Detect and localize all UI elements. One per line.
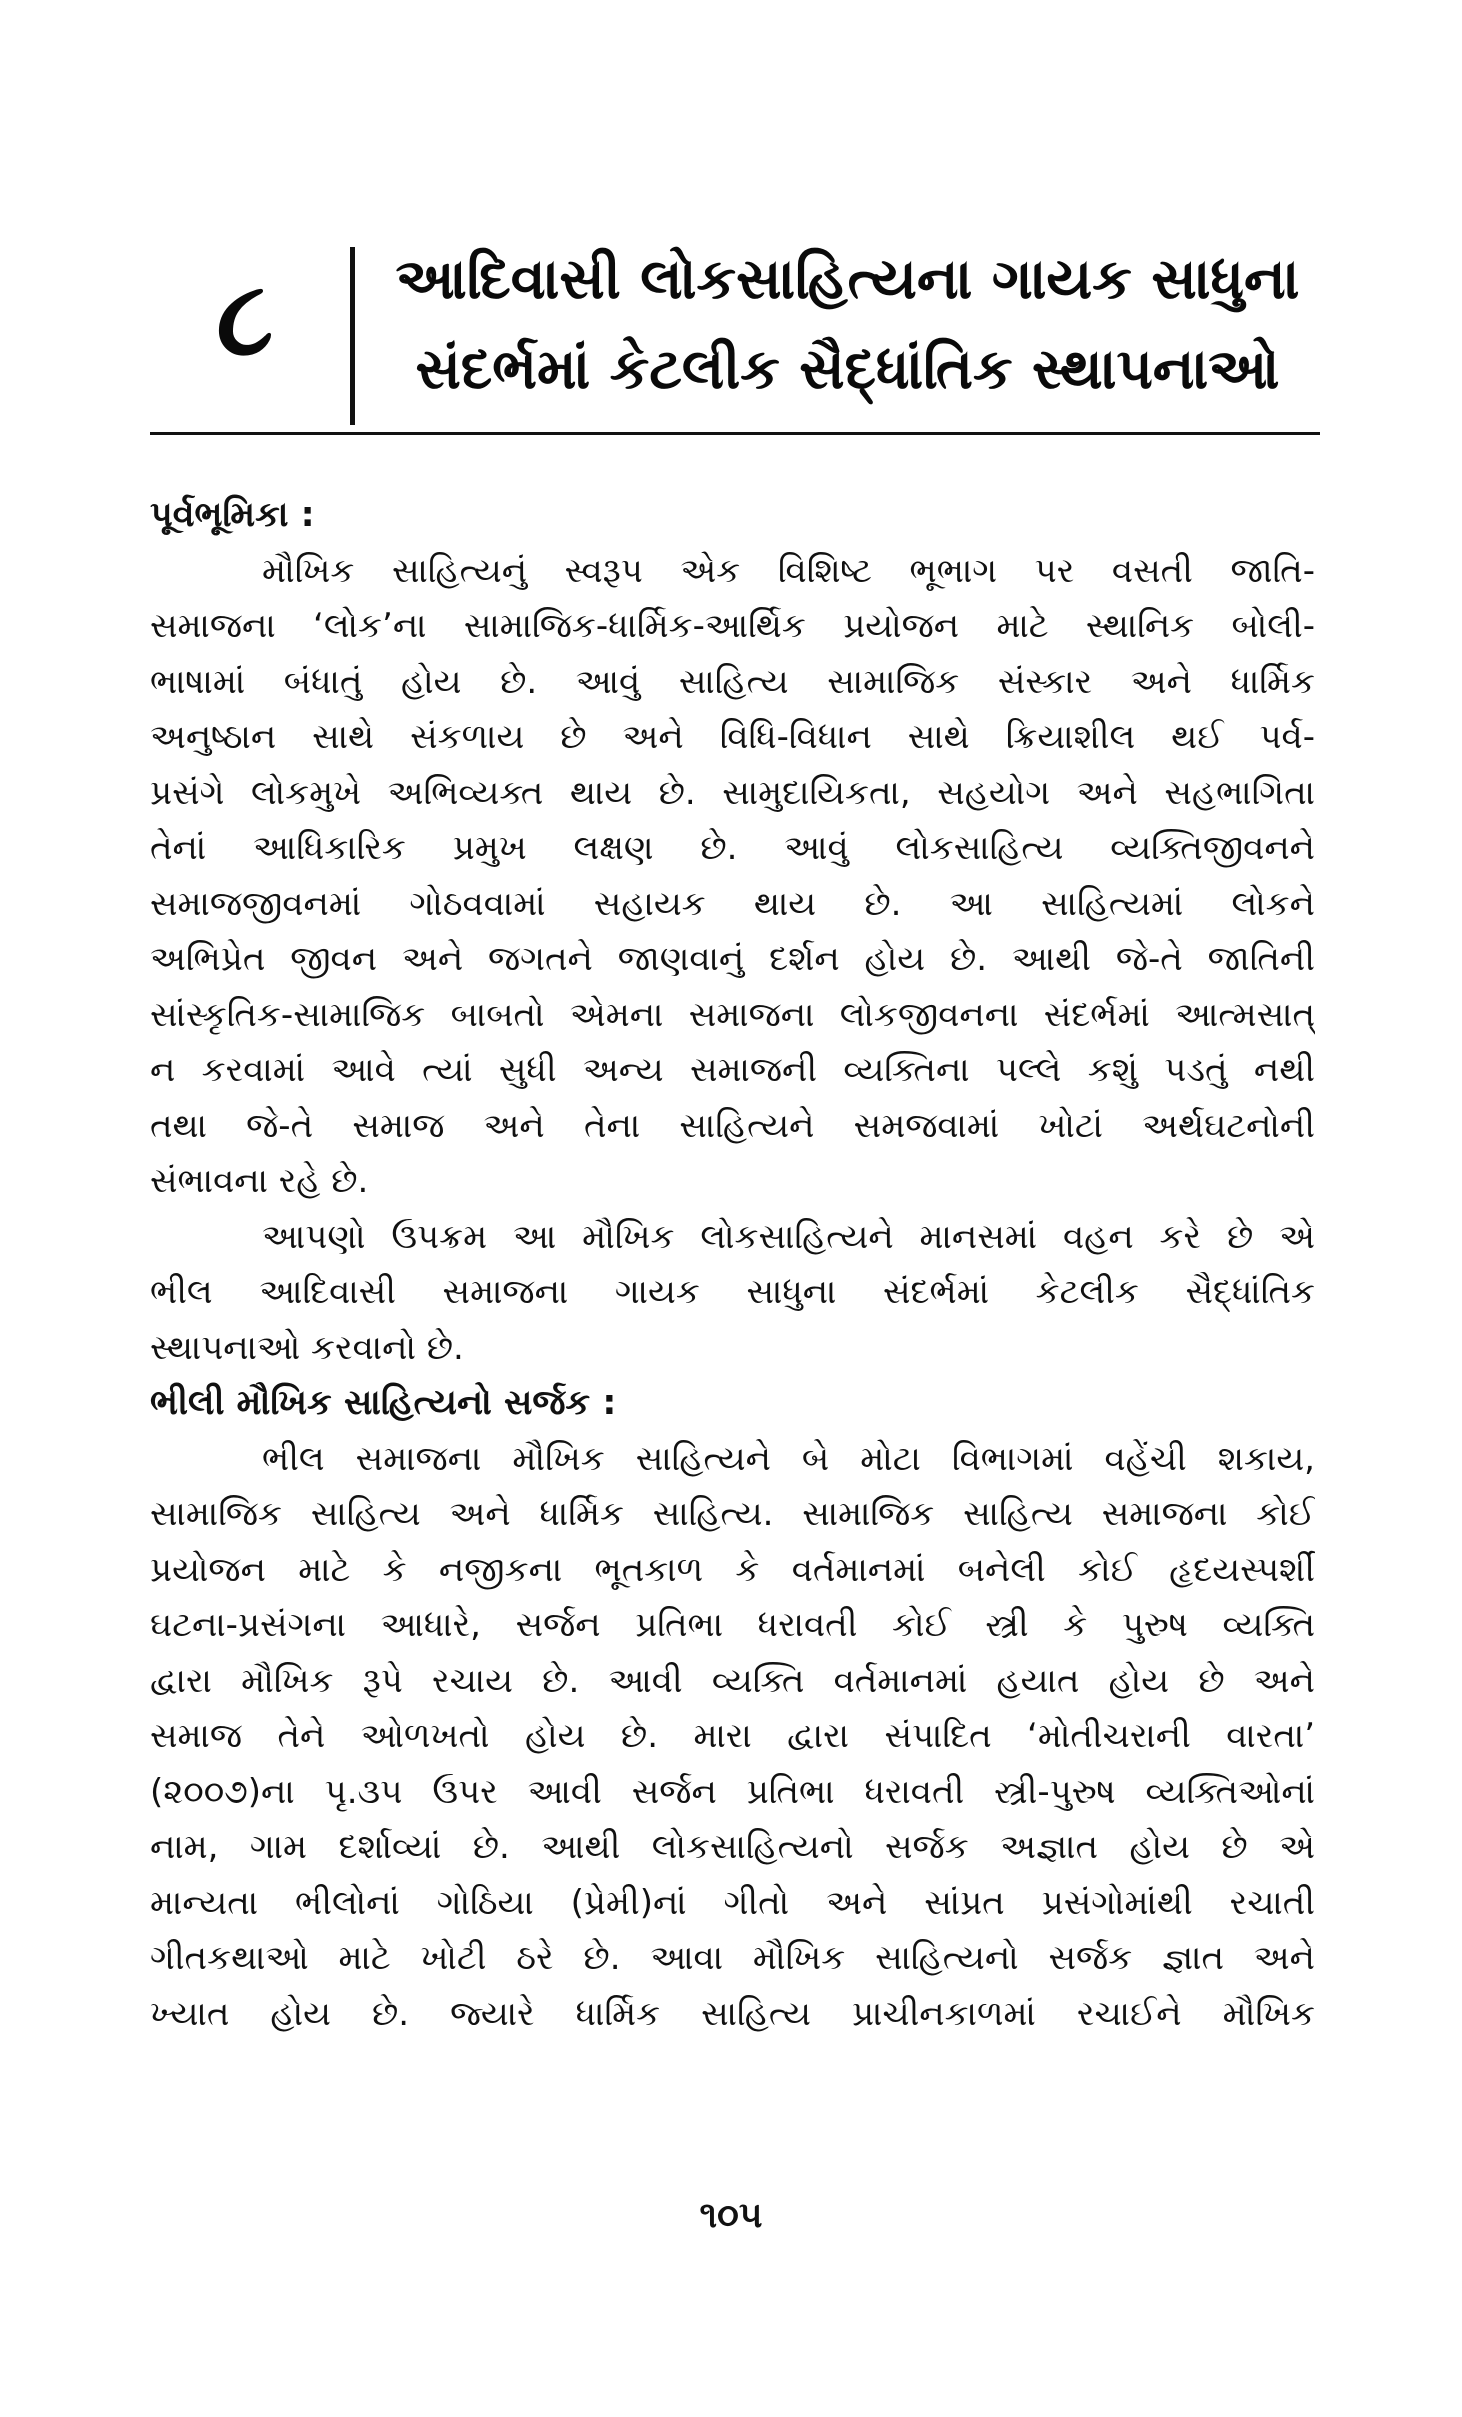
text-line: પ્રસંગે લોકમુખે અભિવ્યક્ત થાય છે. સામુદાયિકતા, સહયોગ અને સહભાગિતા — [150, 772, 1315, 813]
text-line: સંભાવના રહે છે. — [150, 1161, 369, 1201]
text-line: મૌખિક સાહિત્યનું સ્વરૂપ એક વિશિષ્ટ ભૂભાગ પર વસતી જાતિ- — [262, 550, 1315, 591]
text-line: સાંસ્કૃતિક-સામાજિક બાબતો એમના સમાજના લોકજીવનના સંદર્ભમાં આત્મસાત્ — [150, 994, 1315, 1035]
chapter-title-line: સંદર્ભમાં કેટલીક સૈદ્ધાંતિક સ્થાપનાઓ — [415, 337, 1280, 402]
paragraph — [150, 1210, 1315, 1377]
text-line: ભાષામાં બંધાતું હોય છે. આવું સાહિત્ય સામાજિક સંસ્કાર અને ધાર્મિક — [150, 661, 1315, 702]
chapter-title-line: આદિવાસી લોકસાહિત્યના ગાયક સાધુના — [395, 247, 1300, 312]
chapter-title — [375, 235, 1320, 425]
text-line: (૨૦૦૭)ના પૃ.૩૫ ઉપર આવી સર્જન પ્રતિભા ધરાવતી સ્ત્રી-પુરુષ વ્યક્તિઓનાં — [150, 1771, 1315, 1812]
text-line: ભીલ સમાજના મૌખિક સાહિત્યને બે મોટા વિભાગમાં વહેંચી શકાય, — [262, 1438, 1315, 1479]
text-line: ન કરવામાં આવે ત્યાં સુધી અન્ય સમાજની વ્યક્તિના પલ્લે કશું પડતું નથી — [150, 1050, 1315, 1090]
text-line: સામાજિક સાહિત્ય અને ધાર્મિક સાહિત્ય. સામાજિક સાહિત્ય સમાજના કોઈ — [150, 1494, 1315, 1534]
text-line: ઘટના-પ્રસંગના આધારે, સર્જન પ્રતિભા ધરાવતી કોઈ સ્ત્રી કે પુરુષ વ્યક્તિ — [150, 1605, 1315, 1645]
text-line: સમાજના ‘લોક’ના સામાજિક-ધાર્મિક-આર્થિક પ્રયોજન માટે સ્થાનિક બોલી- — [150, 606, 1315, 646]
page-number: ૧૦૫ — [699, 2195, 763, 2236]
text-line: સમાજ તેને ઓળખતો હોય છે. મારા દ્વારા સંપાદિત ‘મોતીચરાની વારતા’ — [150, 1716, 1315, 1756]
section-heading: પૂર્વભૂમિકા : — [150, 495, 315, 535]
text-line: ભીલ આદિવાસી સમાજના ગાયક સાધુના સંદર્ભમાં કેટલીક સૈદ્ધાંતિક — [150, 1272, 1315, 1312]
text-line: ગીતકથાઓ માટે ખોટી ઠરે છે. આવા મૌખિક સાહિત્યનો સર્જક જ્ઞાત અને — [150, 1938, 1315, 1978]
text-line: નામ, ગામ દર્શાવ્યાં છે. આથી લોકસાહિત્યનો સર્જક અજ્ઞાત હોય છે એ — [150, 1827, 1315, 1867]
text-line: ખ્યાત હોય છે. જ્યારે ધાર્મિક સાહિત્ય પ્રાચીનકાળમાં રચાઈને મૌખિક — [150, 1993, 1315, 2034]
chapter-divider — [350, 247, 355, 425]
text-line: આપણો ઉપક્રમ આ મૌખિક લોકસાહિત્યને માનસમાં વહન કરે છે એ — [262, 1216, 1315, 1257]
text-line: અભિપ્રેત જીવન અને જગતને જાણવાનું દર્શન હોય છે. આથી જે-તે જાતિની — [150, 939, 1315, 979]
paragraph — [150, 1432, 1315, 2043]
section-heading: ભીલી મૌખિક સાહિત્યનો સર્જક : — [150, 1383, 617, 1423]
text-line: તેનાં આધિકારિક પ્રમુખ લક્ષણ છે. આવું લોકસાહિત્ય વ્યક્તિજીવનને — [150, 828, 1315, 868]
text-line: દ્વારા મૌખિક રૂપે રચાય છે. આવી વ્યક્તિ વર્તમાનમાં હયાત હોય છે અને — [150, 1660, 1315, 1701]
text-line: તથા જે-તે સમાજ અને તેના સાહિત્યને સમજવામાં ખોટાં અર્થઘટનોની — [150, 1105, 1315, 1146]
chapter-header — [150, 235, 1320, 435]
paragraph — [150, 544, 1315, 1210]
header-rule — [150, 432, 1320, 435]
text-line: સમાજજીવનમાં ગોઠવવામાં સહાયક થાય છે. આ સાહિત્યમાં લોકને — [150, 883, 1315, 924]
body-text — [150, 488, 1315, 2042]
text-line: પ્રયોજન માટે કે નજીકના ભૂતકાળ કે વર્તમાનમાં બનેલી કોઈ હૃદયસ્પર્શી — [150, 1549, 1315, 1590]
chapter-number: ૮ — [216, 256, 274, 379]
text-line: સ્થાપનાઓ કરવાનો છે. — [150, 1327, 464, 1368]
text-line: અનુષ્ઠાન સાથે સંકળાય છે અને વિધિ-વિધાન સાથે ક્રિયાશીલ થઈ પર્વ- — [150, 717, 1315, 757]
text-line: માન્યતા ભીલોનાં ગોઠિયા (પ્રેમી)નાં ગીતો અને સાંપ્રત પ્રસંગોમાંથી રચાતી — [150, 1882, 1315, 1923]
